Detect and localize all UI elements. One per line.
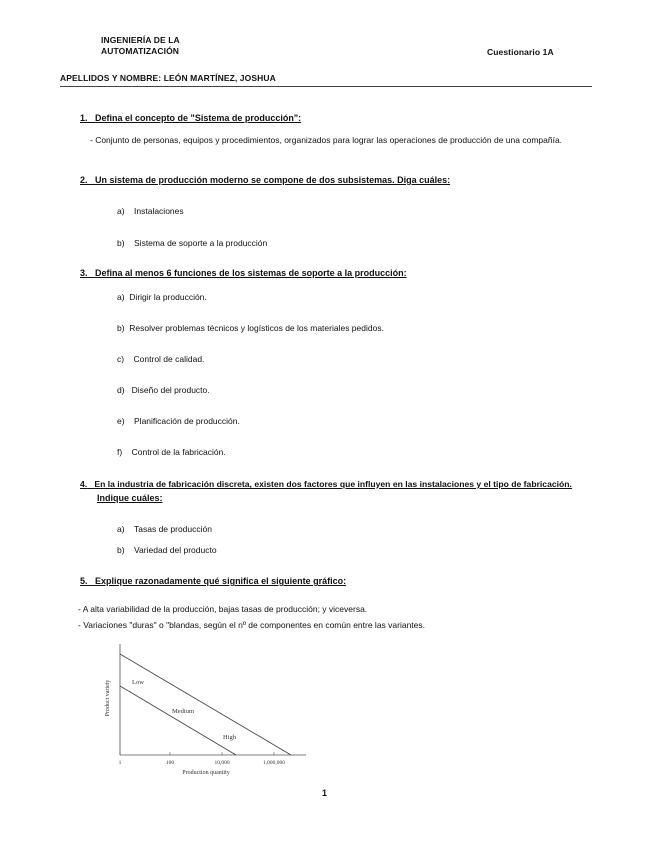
- question-1-number: 1.: [80, 113, 88, 123]
- item-marker: a): [117, 206, 125, 216]
- student-name: APELLIDOS Y NOMBRE: LEÓN MARTÍNEZ, JOSHUA: [60, 73, 276, 83]
- boundary-low-medium: [120, 654, 291, 755]
- item-marker: b): [117, 545, 125, 555]
- question-5-bullet-2: - Variaciones "duras" o "blandas, según el nº de componentes en común entre las variantes.: [78, 620, 426, 630]
- y-axis-label: Product variety: [105, 679, 111, 717]
- item-text: Control de calidad.: [133, 354, 205, 364]
- question-4-item-a: [117, 524, 212, 534]
- item-marker: a): [117, 524, 125, 534]
- document-title: Cuestionario 1A: [487, 47, 554, 57]
- x-tick-label: 1,000,000: [263, 760, 285, 766]
- item-marker: e): [117, 416, 125, 426]
- item-text: Control de la fabricación.: [131, 447, 226, 457]
- question-2-item-a: [117, 206, 184, 216]
- boundary-medium-high: [120, 686, 236, 755]
- question-1-text: Defina el concepto de "Sistema de producción":: [95, 113, 302, 123]
- question-5: [80, 576, 346, 586]
- item-text: Dirigir la producción.: [129, 292, 207, 302]
- question-5-number: 5.: [80, 576, 88, 586]
- institution-line-2: AUTOMATIZACIÓN: [101, 46, 180, 56]
- question-1: [80, 113, 301, 123]
- question-4: [80, 479, 572, 489]
- x-tick-label: 100: [165, 760, 175, 766]
- question-3-item-e: [117, 416, 240, 426]
- item-text: Tasas de producción: [134, 524, 212, 534]
- item-marker: d): [117, 385, 125, 395]
- question-3-item-b: [117, 323, 384, 333]
- item-text: Instalaciones: [134, 206, 184, 216]
- question-2-item-b: [117, 238, 267, 248]
- question-3-item-f: [117, 447, 226, 457]
- item-marker: b): [117, 323, 125, 333]
- question-4-text: En la industria de fabricación discreta, existen dos factores que influyen en las instalaciones y el tipo de fabricación.: [94, 479, 572, 489]
- question-3: [80, 268, 407, 278]
- question-3-item-d: [117, 385, 210, 395]
- x-axis-label: Production quantity: [182, 770, 230, 776]
- item-marker: b): [117, 238, 125, 248]
- question-3-item-a: [117, 292, 207, 302]
- region-label-low: Low: [132, 679, 144, 686]
- item-text: Diseño del producto.: [131, 385, 210, 395]
- item-text: Planificación de producción.: [134, 416, 240, 426]
- item-marker: c): [117, 354, 125, 364]
- x-tick-label: 1: [118, 760, 122, 766]
- variety-quantity-figure: [96, 640, 316, 780]
- question-4-number: 4.: [80, 479, 88, 489]
- item-marker: a): [117, 292, 125, 302]
- region-label-medium: Medium: [172, 708, 195, 715]
- question-3-text: Defina al menos 6 funciones de los sistemas de soporte a la producción:: [95, 268, 407, 278]
- item-text: Variedad del producto: [134, 545, 217, 555]
- item-marker: f): [117, 447, 123, 457]
- question-2-number: 2.: [80, 175, 88, 185]
- item-text: Resolver problemas técnicos y logísticos de los materiales pedidos.: [129, 323, 384, 333]
- question-3-number: 3.: [80, 268, 88, 278]
- item-text: Sistema de soporte a la producción: [134, 238, 268, 248]
- page-number: 1: [322, 788, 328, 798]
- region-label-high: High: [223, 734, 236, 741]
- question-4-item-b: [117, 545, 217, 555]
- institution-line-1: INGENIERÍA DE LA: [101, 35, 180, 45]
- question-5-bullet-1: - A alta variabilidad de la producción, bajas tasas de producción; y viceversa.: [78, 604, 368, 614]
- x-tick-label: 10,000: [214, 760, 230, 766]
- question-3-item-c: [117, 354, 204, 364]
- question-4-text-continued: Indique cuáles:: [97, 493, 163, 503]
- question-2: [80, 175, 450, 185]
- question-2-text: Un sistema de producción moderno se compone de dos subsistemas. Diga cuáles:: [95, 175, 451, 185]
- question-1-answer: - Conjunto de personas, equipos y procedimientos, organizados para lograr las operaciones de producción de una compañía.: [90, 135, 563, 145]
- question-5-text: Explique razonadamente qué significa el siguiente gráfico:: [95, 576, 347, 586]
- header-divider: [60, 86, 592, 87]
